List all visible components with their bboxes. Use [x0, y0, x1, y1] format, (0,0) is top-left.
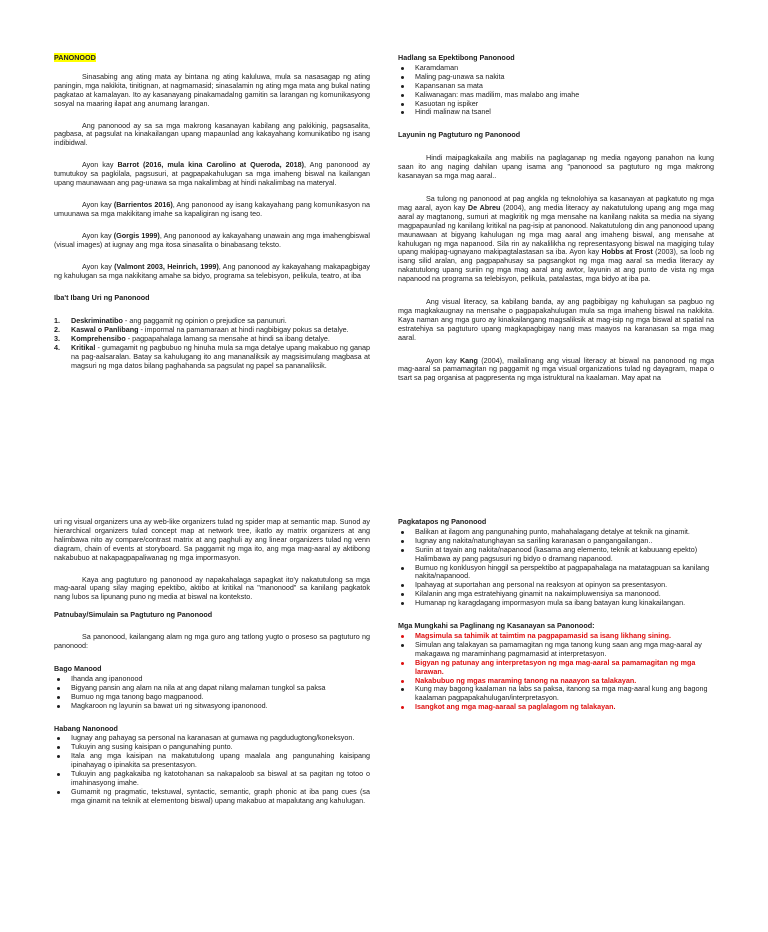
during-heading: Habang Nanonood	[54, 723, 118, 733]
list-item: Iugnay ang nakita/natunghayan sa sariling karanasan o pangangailangan..	[398, 537, 714, 546]
gorgis-paragraph: Ayon kay (Gorgis 1999), Ang panonood ay kakayahang unawain ang mga imahengbiswal (visual images) at iugnay ang mga itosa sinasalita o binabasang teksto.	[54, 230, 370, 249]
list-item: Nakabubuo ng mgas maraming tanong na naaayon sa talakayan.	[398, 677, 714, 686]
list-item: Magsimula sa tahimik at taimtim na pagpapamasid sa isang likhang sining.	[398, 632, 714, 641]
list-item: Itala ang mga kaisipan na makatutulong upang maalala ang pangunahing kaisipang ipinahayag o ipinakita sa presentasyon.	[54, 752, 370, 770]
list-item: Iugnay ang pahayag sa personal na karanasan at gumawa ng pagdudugtong/koneksyon.	[54, 734, 370, 743]
barrot-paragraph: Ayon kay Barrot (2016, mula kina Carolino at Queroda, 2018), Ang panonood ay tumutukoy sa pagkilala, pagsusuri, at pagpapakahulugan sa mga imaheng biswal na kailangan upang maunawaan ang pag-unawa sa mga nakalimbag at hindi nakalimbag na materyal.	[54, 160, 371, 188]
before-heading: Bago Manood	[54, 663, 102, 673]
goals-heading: Layunin ng Pagtuturo ng Panonood	[398, 130, 521, 140]
page1-left-column	[54, 54, 370, 371]
intro-paragraph: Sinasabing ang ating mata ay bintana ng ating kaluluwa, mula sa nasasagap ng ating paningin, mga nakikita, tinitignan, at nagmamasid; sinasalamin ng ating mga mata ang bukal nating pagkatao at kamalayan. Ito ay kasanayang pinakamadalng gamitin sa larangan ng komunikasyong sosyal na maaring ilapat ang anumang larangan.	[54, 71, 370, 108]
importance-paragraph: Kaya ang pagtuturo ng panonood ay napakahalaga sapagkat ito'y nakatutulong sa mga mag-aaral upang silay maging epektibo, aktibo at kritikal na "manonood" sa kanilang pagkatok nang lubos sa lipunang puno ng media at biswal na konteksto.	[54, 574, 370, 602]
page2-left-column	[54, 518, 370, 806]
list-item: Bumuo ng mga tanong bago magpanood.	[54, 693, 370, 702]
goals-paragraph-1: Hindi maipagkakaila ang mabilis na paglaganap ng media ngayong panahon na kung saan ito ang naging dahilan upang isama ang "panonood sa pagtuturo ng mga makrong kasanayan sa mga mag aaral..	[398, 153, 714, 181]
list-item: 4. Kritikal - gumagamit ng pagbubuo ng hinuha mula sa mga detalye upang makabuo ng ganap na pag-aalsaralan. Batay sa kahulugang ito ang mananaliksik ay magsisimulang magbasa at magsuri ng mga datos bilang paghahanda sa pagsulat ng papel sa pananaliksik.	[54, 343, 370, 370]
goals-paragraph-4: Ayon kay Kang (2004), mailalinang ang visual literacy at biswal na panonood ng mga mag-aaral sa pamamagitan ng paggamit ng mga visual organizations tulad ng dayagram, mapa o tsart sa pag organisa at pagpresenta ng mga istruktural na kaalaman. May apat na	[398, 355, 714, 383]
list-item: Bigyan ng patunay ang interpretasyon ng mga mag-aaral sa pamamagitan ng mga larawan.	[398, 659, 714, 677]
list-item: Ipahayag at suportahan ang personal na reaksyon at opinyon sa presentasyon.	[398, 581, 714, 590]
after-list	[398, 528, 714, 608]
list-item: Humanap ng karagdagang impormasyon mula sa ibang batayan kung kinakailangan.	[398, 599, 714, 608]
hindrance-heading: Hadlang sa Epektibong Panonood	[398, 53, 515, 62]
guide-heading: Patnubay/Simulain sa Pagtuturo ng Panonood	[54, 610, 213, 620]
list-item: Tukuyin ang susing kaisipan o pangunahing punto.	[54, 743, 370, 752]
page2-right-column	[398, 518, 714, 712]
list-item: Kapansanan sa mata	[398, 82, 714, 91]
goals-paragraph-2: Sa tulong ng panonood at pag angkla ng teknolohiya sa kasanayan at pagkatuto ng mga mag aaral, ayon kay De Abreu (2004), ang media literacy ay nakatutulong upang ang mga mag aaral ay magtanong, sumuri at magkritik ng mga mensahe na kanilang nakita sa media na siyang magpapaunlad ng kanilang kritikal na pag-isip at panonood. Nakatutulong din ang panonood upang maunawaan at bigyang kahulugan ng mga mag aaral ang imaheng biswal, ang mensahe at kahulugan ng mga napanood. Sila rin ay nakalilikha ng representasyong biswal na magiging tulay upang makipag-ugnayano makipagtalastasan sa iba. Ayon kay Hobbs at Frost (2003), sa loob ng isang silid aralan, ang pagpapahusay sa pagsangkot ng mga mag aaral sa media literacy ay nakatutulong upang suriin ng mga mag aaral ang awtor, layunin at ang punto de vista ng mga napanood na programa sa telebisyon, pelikula, patalastas, mga bidyo at iba pa.	[398, 193, 714, 284]
list-item: Gumamit ng pragmatic, tekstuwal, syntactic, semantic, graph phonic at iba pang cues (sa mga ginamit na teknik at elementong biswal) upang makabuo at mapalutang ang kahulugan.	[54, 788, 370, 806]
list-item: Simulan ang talakayan sa pamamagitan ng mga tanong kung saan ang mga mag-aaral ay makagawa ng maraminhang pagmamasid at interpretasyon.	[398, 641, 714, 659]
list-item: Maling pag-unawa sa nakita	[398, 73, 714, 82]
list-item: Kilalanin ang mga estratehiyang ginamit na nakaimpluwensiya sa manonood.	[398, 590, 714, 599]
list-item: Balikan at ilagom ang pangunahing punto, mahahalagang detalye at teknik na ginamit.	[398, 528, 714, 537]
list-item: Kasuotan ng ispiker	[398, 100, 714, 109]
goals-paragraph-3: Ang visual literacy, sa kabilang banda, ay ang pagbibigay ng kahulugan sa pagbuo ng mga magkakaugnay na mensahe o pagpapakahulugan mula sa mga imaheng biswal na nakikita. Kaya naman ang mga guro ay kinakailangang magsaliksik at mag-isip ng mga biswal at spatial na estratehiya sa pagtuturo upang magkapagbigay nang mas maayos na karanasan sa mga mag aaral.	[398, 297, 714, 342]
types-heading: Iba't Ibang Uri ng Panonood	[54, 293, 150, 303]
list-item: Magkaroon ng layunin sa bawat uri ng sitwasyong ipanonood.	[54, 702, 370, 711]
page-title: PANONOOD	[54, 53, 96, 62]
list-item: Kung may bagong kaalaman na labs sa paksa, itanong sa mga mag-aaral kung ang bagong kaalaman pagpapakahulugan/interpretasyon.	[398, 685, 714, 703]
list-item: Bigyang pansin ang alam na nila at ang dapat nilang malaman tungkol sa paksa	[54, 684, 370, 693]
suggest-heading: Mga Mungkahi sa Paglinang ng Kasanayan sa Panonood:	[398, 621, 595, 631]
suggest-list	[398, 632, 714, 712]
list-item: Ihanda ang ipanonood	[54, 675, 370, 684]
list-item: 2. Kaswal o Panlibang - impormal na pamamaraan at hindi nagbibigay pokus sa detalye.	[54, 325, 349, 335]
barrientos-paragraph: Ayon kay (Barrientos 2016), Ang panonood ay isang kakayahang pang komunikasyon na umuunawa sa mga makikitang imahe sa kapaligiran ng isang teo.	[54, 199, 370, 218]
list-item: Kaliwanagan: mas madilim, mas malabo ang imahe	[398, 91, 714, 100]
after-heading: Pagkatapos ng Panonood	[398, 517, 487, 526]
list-item: Hindi malinaw na tsanel	[398, 108, 714, 117]
hindrance-list	[398, 64, 714, 117]
list-item: 1. Deskriminatibo - ang paggamit ng opinion o prejudice sa panunuri.	[54, 316, 287, 326]
list-item: Tukuyin ang pagkakaiba ng katotohanan sa nakapaloob sa biswal at sa pagitan ng totoo o imahinasyong imahe.	[54, 770, 370, 788]
during-list	[54, 734, 370, 805]
list-item: Bumuo ng konklusyon hinggil sa perspektibo at pagpapahalaga na matatagpuan sa kanilang nakita/napanood.	[398, 564, 714, 582]
list-item: 3. Komprehensibo - pagpapahalaga lamang sa mensahe at hindi sa ibang detalye.	[54, 334, 330, 344]
before-list	[54, 675, 370, 711]
valmont-paragraph: Ayon kay (Valmont 2003, Heinrich, 1999), Ang panonood ay kakayahang makapagbigay ng kahulugan sa mga nakikitang amahe sa bidyo, programa sa telebisyon, pelikula, teatro, at iba	[54, 261, 370, 280]
guide-paragraph: Sa panonood, kailangang alam ng mga guro ang tatlong yugto o proseso sa pagtuturo ng panonood:	[54, 632, 370, 651]
continued-paragraph: uri ng visual organizers una ay web-like organizers tulad ng spider map at semantic map. Sunod ay hierarchical organizers tulad concept map at network tree, ikatlo ay matrix organizers at ang halimbawa nito ay compare/contrast matrix at ang paghuli ay ang linear organizers tulad ng venn diagram, chain of events at storyboard. Sa paggamit ng mga ito, ang mga mag-aaral ay aktibong nakabubuo at nakapagpapaliwanag ng mga impormasyon.	[54, 517, 370, 562]
page1-right-column	[398, 54, 714, 383]
list-item: Suriin at tayain ang nakita/napanood (kasama ang elemento, teknik at kabuuang epekto) Halimbawa ay pang pagsusuri ng bidyo o dramang napanood.	[398, 546, 714, 564]
list-item: Karamdaman	[398, 64, 714, 73]
macro-skills-paragraph: Ang panonood ay sa sa mga makrong kasanayan kabilang ang pakikinig, pagsasalita, pagbasa, at pagsulat na kinakailangan upang mapaunlad ang kakayahang komunikatibo ng isang indibidwal.	[54, 120, 370, 148]
types-list	[54, 317, 370, 370]
list-item: Isangkot ang mga mag-aaraal sa paglalagom ng talakayan.	[398, 703, 714, 712]
